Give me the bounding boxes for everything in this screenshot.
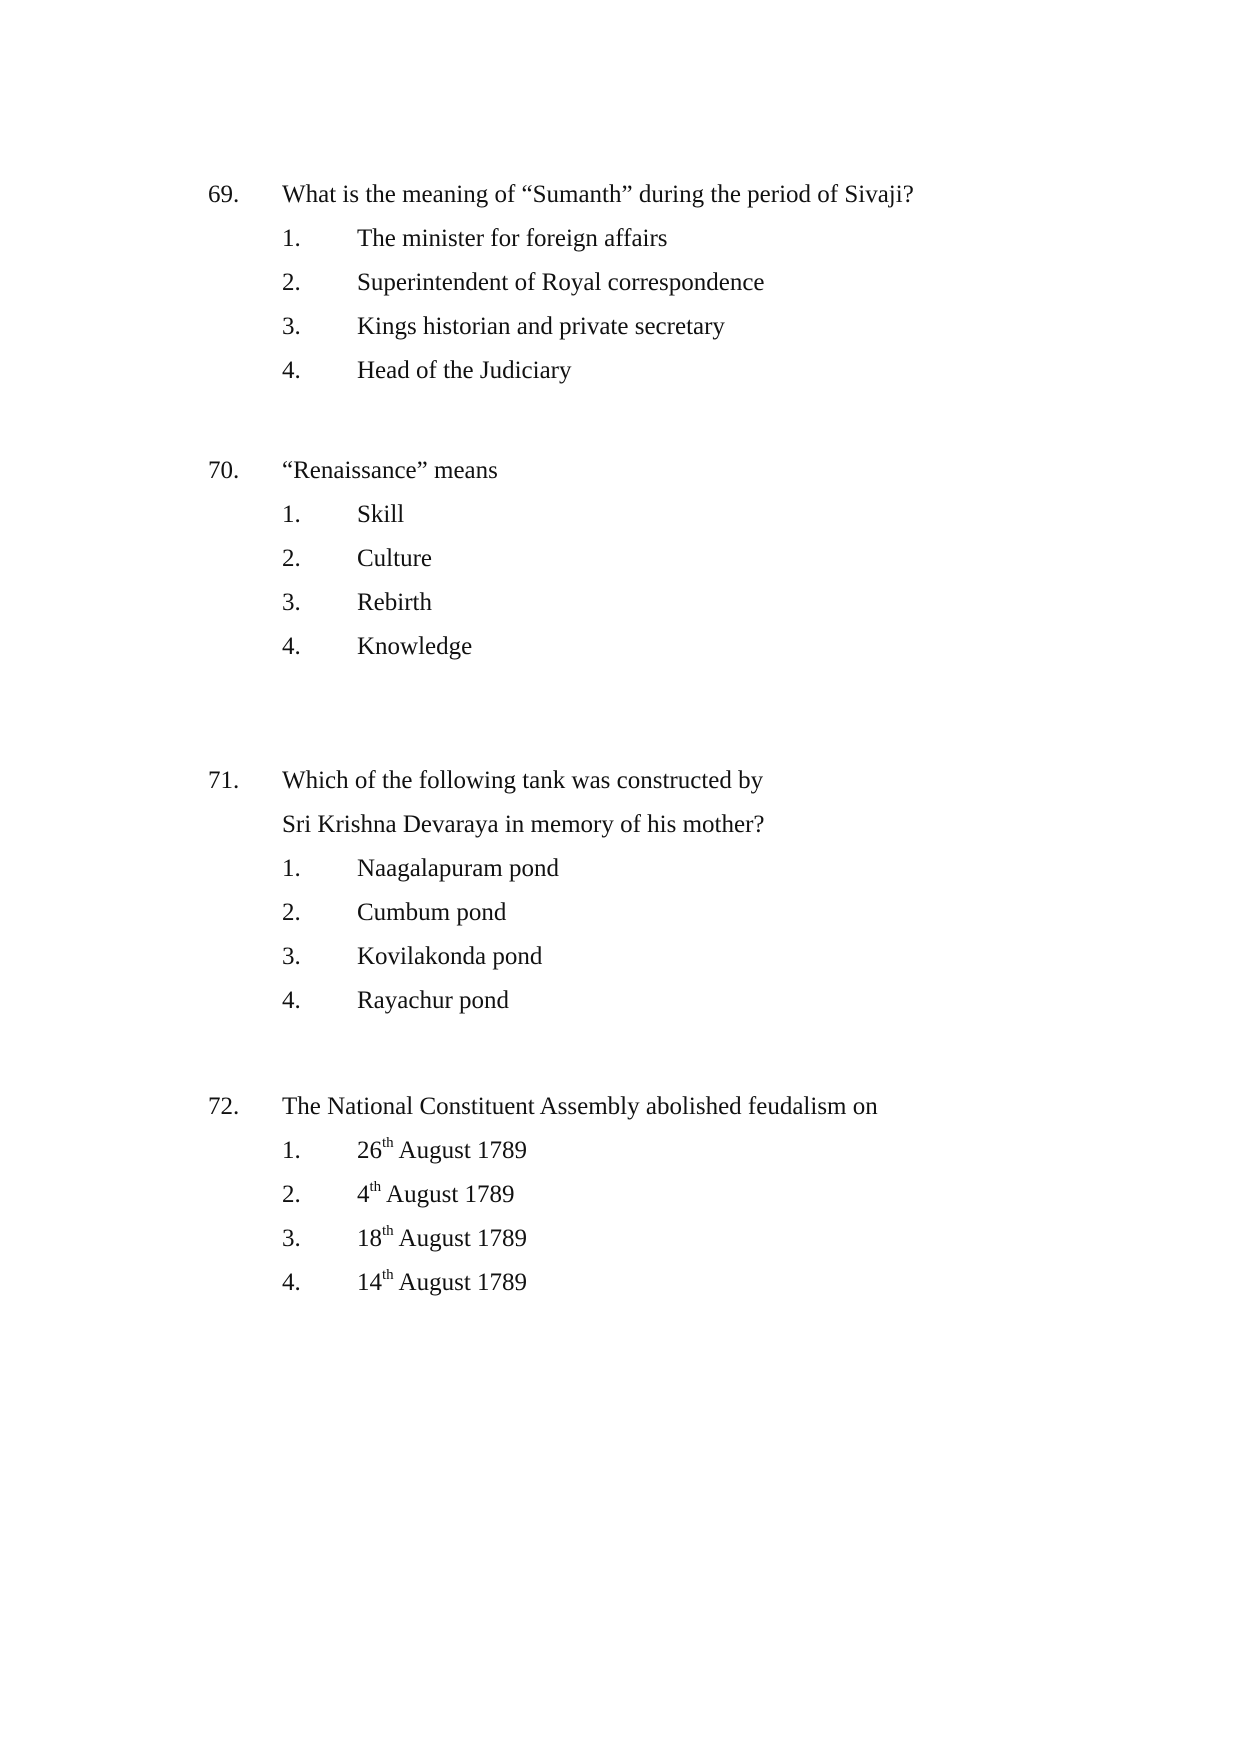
option-list [208, 224, 1188, 400]
date-rest: August 1789 [393, 1137, 528, 1164]
date-rest: August 1789 [393, 1225, 528, 1252]
date-ordinal-suffix: th [382, 1266, 394, 1283]
option-number: 2. [282, 1181, 301, 1208]
option-item [208, 1136, 1188, 1180]
question-72 [208, 1092, 1188, 1312]
option-number: 1. [282, 855, 301, 882]
date-rest: August 1789 [381, 1181, 515, 1208]
option-item [208, 898, 1188, 942]
option-item [208, 312, 1188, 356]
option-text: Kovilakonda pond [357, 943, 543, 970]
date-day: 4 [357, 1181, 370, 1208]
option-text: Rayachur pond [357, 987, 510, 1014]
question-line [208, 766, 1188, 810]
option-text: Culture [357, 545, 432, 572]
option-number: 3. [282, 943, 301, 970]
option-item [208, 1224, 1188, 1268]
option-number: 2. [282, 269, 301, 296]
question-number: 70. [208, 457, 240, 484]
question-text: Which of the following tank was constructed by [282, 767, 764, 794]
question-number: 69. [208, 181, 240, 208]
option-text: Head of the Judiciary [357, 357, 572, 384]
option-item [208, 942, 1188, 986]
question-number: 71. [208, 767, 240, 794]
question-number: 72. [208, 1093, 240, 1120]
date-ordinal-suffix: th [382, 1134, 394, 1151]
question-line [208, 456, 1188, 500]
option-number: 1. [282, 501, 301, 528]
option-item [208, 544, 1188, 588]
option-text [357, 1224, 527, 1254]
option-text: The minister for foreign affairs [357, 225, 668, 252]
option-item [208, 224, 1188, 268]
question-71 [208, 766, 1188, 1030]
question-line [208, 1092, 1188, 1136]
option-number: 2. [282, 545, 301, 572]
option-text [357, 1180, 515, 1210]
option-text [357, 1268, 527, 1298]
option-item [208, 588, 1188, 632]
date-ordinal-suffix: th [369, 1178, 382, 1195]
option-number: 4. [282, 1269, 301, 1296]
option-item [208, 854, 1188, 898]
option-item [208, 500, 1188, 544]
option-number: 2. [282, 899, 301, 926]
option-text: Naagalapuram pond [357, 855, 560, 882]
option-number: 3. [282, 1225, 301, 1252]
option-list [208, 854, 1188, 1030]
option-number: 4. [282, 633, 301, 660]
option-text: Cumbum pond [357, 899, 507, 926]
date-day: 14 [357, 1269, 382, 1296]
option-text: Knowledge [357, 633, 473, 660]
option-text: Superintendent of Royal correspondence [357, 269, 765, 296]
question-line [208, 180, 1188, 224]
question-line [208, 810, 1188, 854]
option-list [208, 1136, 1188, 1312]
option-item [208, 268, 1188, 312]
option-number: 3. [282, 589, 301, 616]
question-69 [208, 180, 1188, 400]
option-list [208, 500, 1188, 676]
option-text: Rebirth [357, 589, 432, 616]
question-text: “Renaissance” means [282, 457, 498, 484]
option-number: 1. [282, 1137, 301, 1164]
date-ordinal-suffix: th [382, 1222, 394, 1239]
option-item [208, 986, 1188, 1030]
question-text: Sri Krishna Devaraya in memory of his mother? [282, 811, 765, 838]
option-item [208, 632, 1188, 676]
option-item [208, 1180, 1188, 1224]
option-text [357, 1136, 527, 1166]
option-item [208, 356, 1188, 400]
question-text: The National Constituent Assembly abolished feudalism on [282, 1093, 878, 1120]
date-rest: August 1789 [393, 1269, 528, 1296]
option-number: 4. [282, 987, 301, 1014]
option-text: Skill [357, 501, 405, 528]
question-70 [208, 456, 1188, 676]
option-item [208, 1268, 1188, 1312]
option-number: 3. [282, 313, 301, 340]
question-text: What is the meaning of “Sumanth” during the period of Sivaji? [282, 181, 914, 208]
date-day: 26 [357, 1137, 382, 1164]
option-text: Kings historian and private secretary [357, 313, 725, 340]
option-number: 1. [282, 225, 301, 252]
option-number: 4. [282, 357, 301, 384]
date-day: 18 [357, 1225, 382, 1252]
